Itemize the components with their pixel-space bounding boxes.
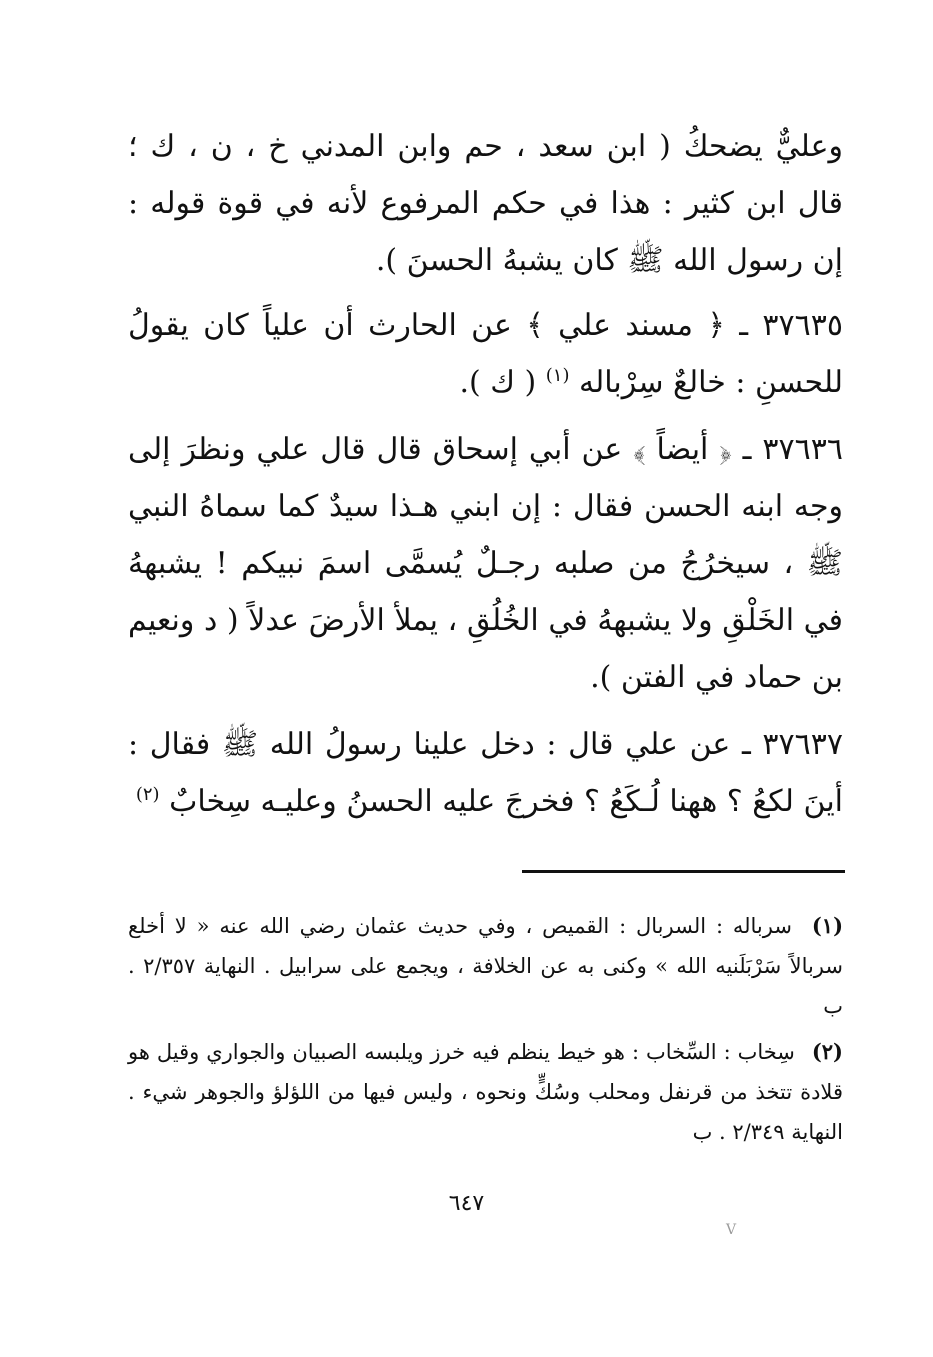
footnote-text: سرباله : السربال : القميص ، وفي حديث عثمان رضي الله عنه « لا أخلع سربالاً سَرْبَلَنيه الله » وكنى به عن الخلافة ، ويجمع على سرابيل . النهاية ٢/٣٥٧ . ب xyxy=(128,914,843,1018)
footnotes xyxy=(128,906,843,1158)
paragraph-text: ٣٧٦٣٦ ـ ﴿ أيضاً ﴾ عن أبي إسحاق قال قال علي ونظرَ إلى وجه ابنه الحسن فقال : إن ابني هـذا سيدٌ كما سماهُ النبي ﷺ ، سيخرُجُ من صلبه رجـلٌ يُسمَّى اسمَ نبيكم ! يشبههُ في الخَلْقِ ولا يشبههُ في الخُلُقِ ، يملأ الأرضَ عدلاً ( د ونعيم بن حماد في الفتن ). xyxy=(128,432,843,695)
footnote-1 xyxy=(128,906,843,1026)
footnote-divider xyxy=(522,870,845,873)
hadith-37637 xyxy=(128,716,843,830)
page-number: ٦٤٧ xyxy=(448,1191,485,1216)
hadith-37636 xyxy=(128,421,843,706)
main-text xyxy=(128,118,843,840)
footnote-number: (١) xyxy=(811,913,843,938)
footnote-text: سِخاب : السِّخاب : هو خيط ينظم فيه خرز ويلبسه الصبيان والجواري وقيل هو قلادة تتخذ من قرنفل ومحلب وسُكٍّ ونحوه ، وليس فيها من اللؤلؤ والجوهر شيء . النهاية ٢/٣٤٩ . ب xyxy=(128,1040,843,1144)
footnote-number: (٢) xyxy=(811,1039,843,1064)
hadith-37635 xyxy=(128,297,843,411)
footnote-ref-2[interactable]: (٢) xyxy=(135,784,160,805)
paragraph-text: وعليٌّ يضحكُ ( ابن سعد ، حم وابن المدني خ ، ن ، ك ؛ قال ابن كثير : هذا في حكم المرفوع لأنه في قوة قوله : إن رسول الله ﷺ كان يشبهُ الحسنَ ). xyxy=(128,129,843,278)
paragraph-text: ٣٧٦٣٥ ـ ﴿ مسند علي ﴾ عن الحارث أن علياً كان يقولُ للحسنِ : خالعٌ سِرْباله xyxy=(128,308,843,400)
corner-mark: V xyxy=(726,1222,737,1238)
paragraph-tail: ( ك ). xyxy=(459,365,537,400)
paragraph-text: ٣٧٦٣٧ ـ عن علي قال : دخل علينا رسولُ الله ﷺ فقال : أينَ لكعُ ؟ ههنا لُـكَعُ ؟ فخرجَ عليه الحسنُ وعليـه سِخابٌ xyxy=(128,727,843,819)
footnote-2 xyxy=(128,1032,843,1152)
footnote-ref-1[interactable]: (١) xyxy=(545,365,570,386)
paragraph-continuation xyxy=(128,118,843,289)
